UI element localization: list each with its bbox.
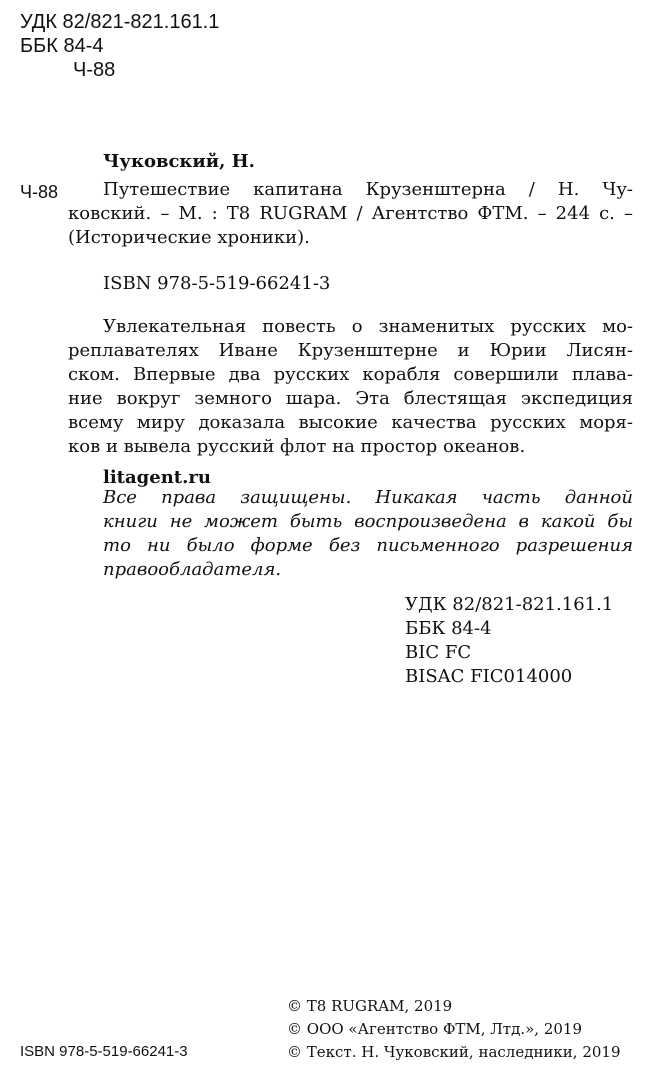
entry-author: Чуковский, Н.: [103, 151, 255, 172]
header-code: Ч-88: [73, 59, 116, 81]
annotation-line: ков и вывела русский флот на простор океанов.: [68, 436, 526, 457]
footer-isbn: ISBN 978-5-519-66241-3: [20, 1043, 188, 1060]
rights-line: книги не может быть воспроизведена в какой бы: [103, 511, 633, 532]
rights-line: Все права защищены. Никакая часть данной: [103, 487, 633, 508]
annotation-line: всему миру доказала высокие качества русских моря-: [68, 412, 633, 433]
header-udk: УДК 82/821-821.161.1: [20, 11, 220, 33]
entry-isbn: ISBN 978-5-519-66241-3: [103, 273, 331, 294]
entry-description-line: Путешествие капитана Крузенштерна / Н. Чу-: [103, 179, 633, 200]
entry-description-line: ковский. – М. : Т8 RUGRAM / Агентство ФТМ. – 244 с. –: [68, 203, 633, 224]
annotation-line: ние вокруг земного шара. Эта блестящая экспедиция: [68, 388, 633, 409]
header-bbk: ББК 84-4: [20, 35, 104, 57]
footer-copyright: © ООО «Агентство ФТМ, Лтд.», 2019: [287, 1020, 582, 1038]
annotation-line: реплавателях Иване Крузенштерне и Юрии Лисян-: [68, 340, 633, 361]
classification-bic: BIC FC: [405, 642, 472, 663]
entry-description-line: (Исторические хроники).: [68, 227, 310, 248]
footer-copyright: © Т8 RUGRAM, 2019: [287, 997, 453, 1015]
classification-bisac: BISAC FIC014000: [405, 666, 573, 687]
annotation-line: Увлекательная повесть о знаменитых русских мо-: [103, 316, 633, 337]
annotation-line: ском. Впервые два русских корабля совершили плава-: [68, 364, 633, 385]
rights-line: то ни было форме без письменного разрешения: [103, 535, 633, 556]
entry-code: Ч-88: [20, 182, 59, 202]
classification-bbk: ББК 84-4: [405, 618, 492, 639]
footer-copyright: © Текст. Н. Чуковский, наследники, 2019: [287, 1043, 621, 1061]
rights-site: litagent.ru: [103, 467, 211, 488]
rights-line: правообладателя.: [103, 559, 282, 580]
classification-udk: УДК 82/821-821.161.1: [405, 594, 614, 615]
